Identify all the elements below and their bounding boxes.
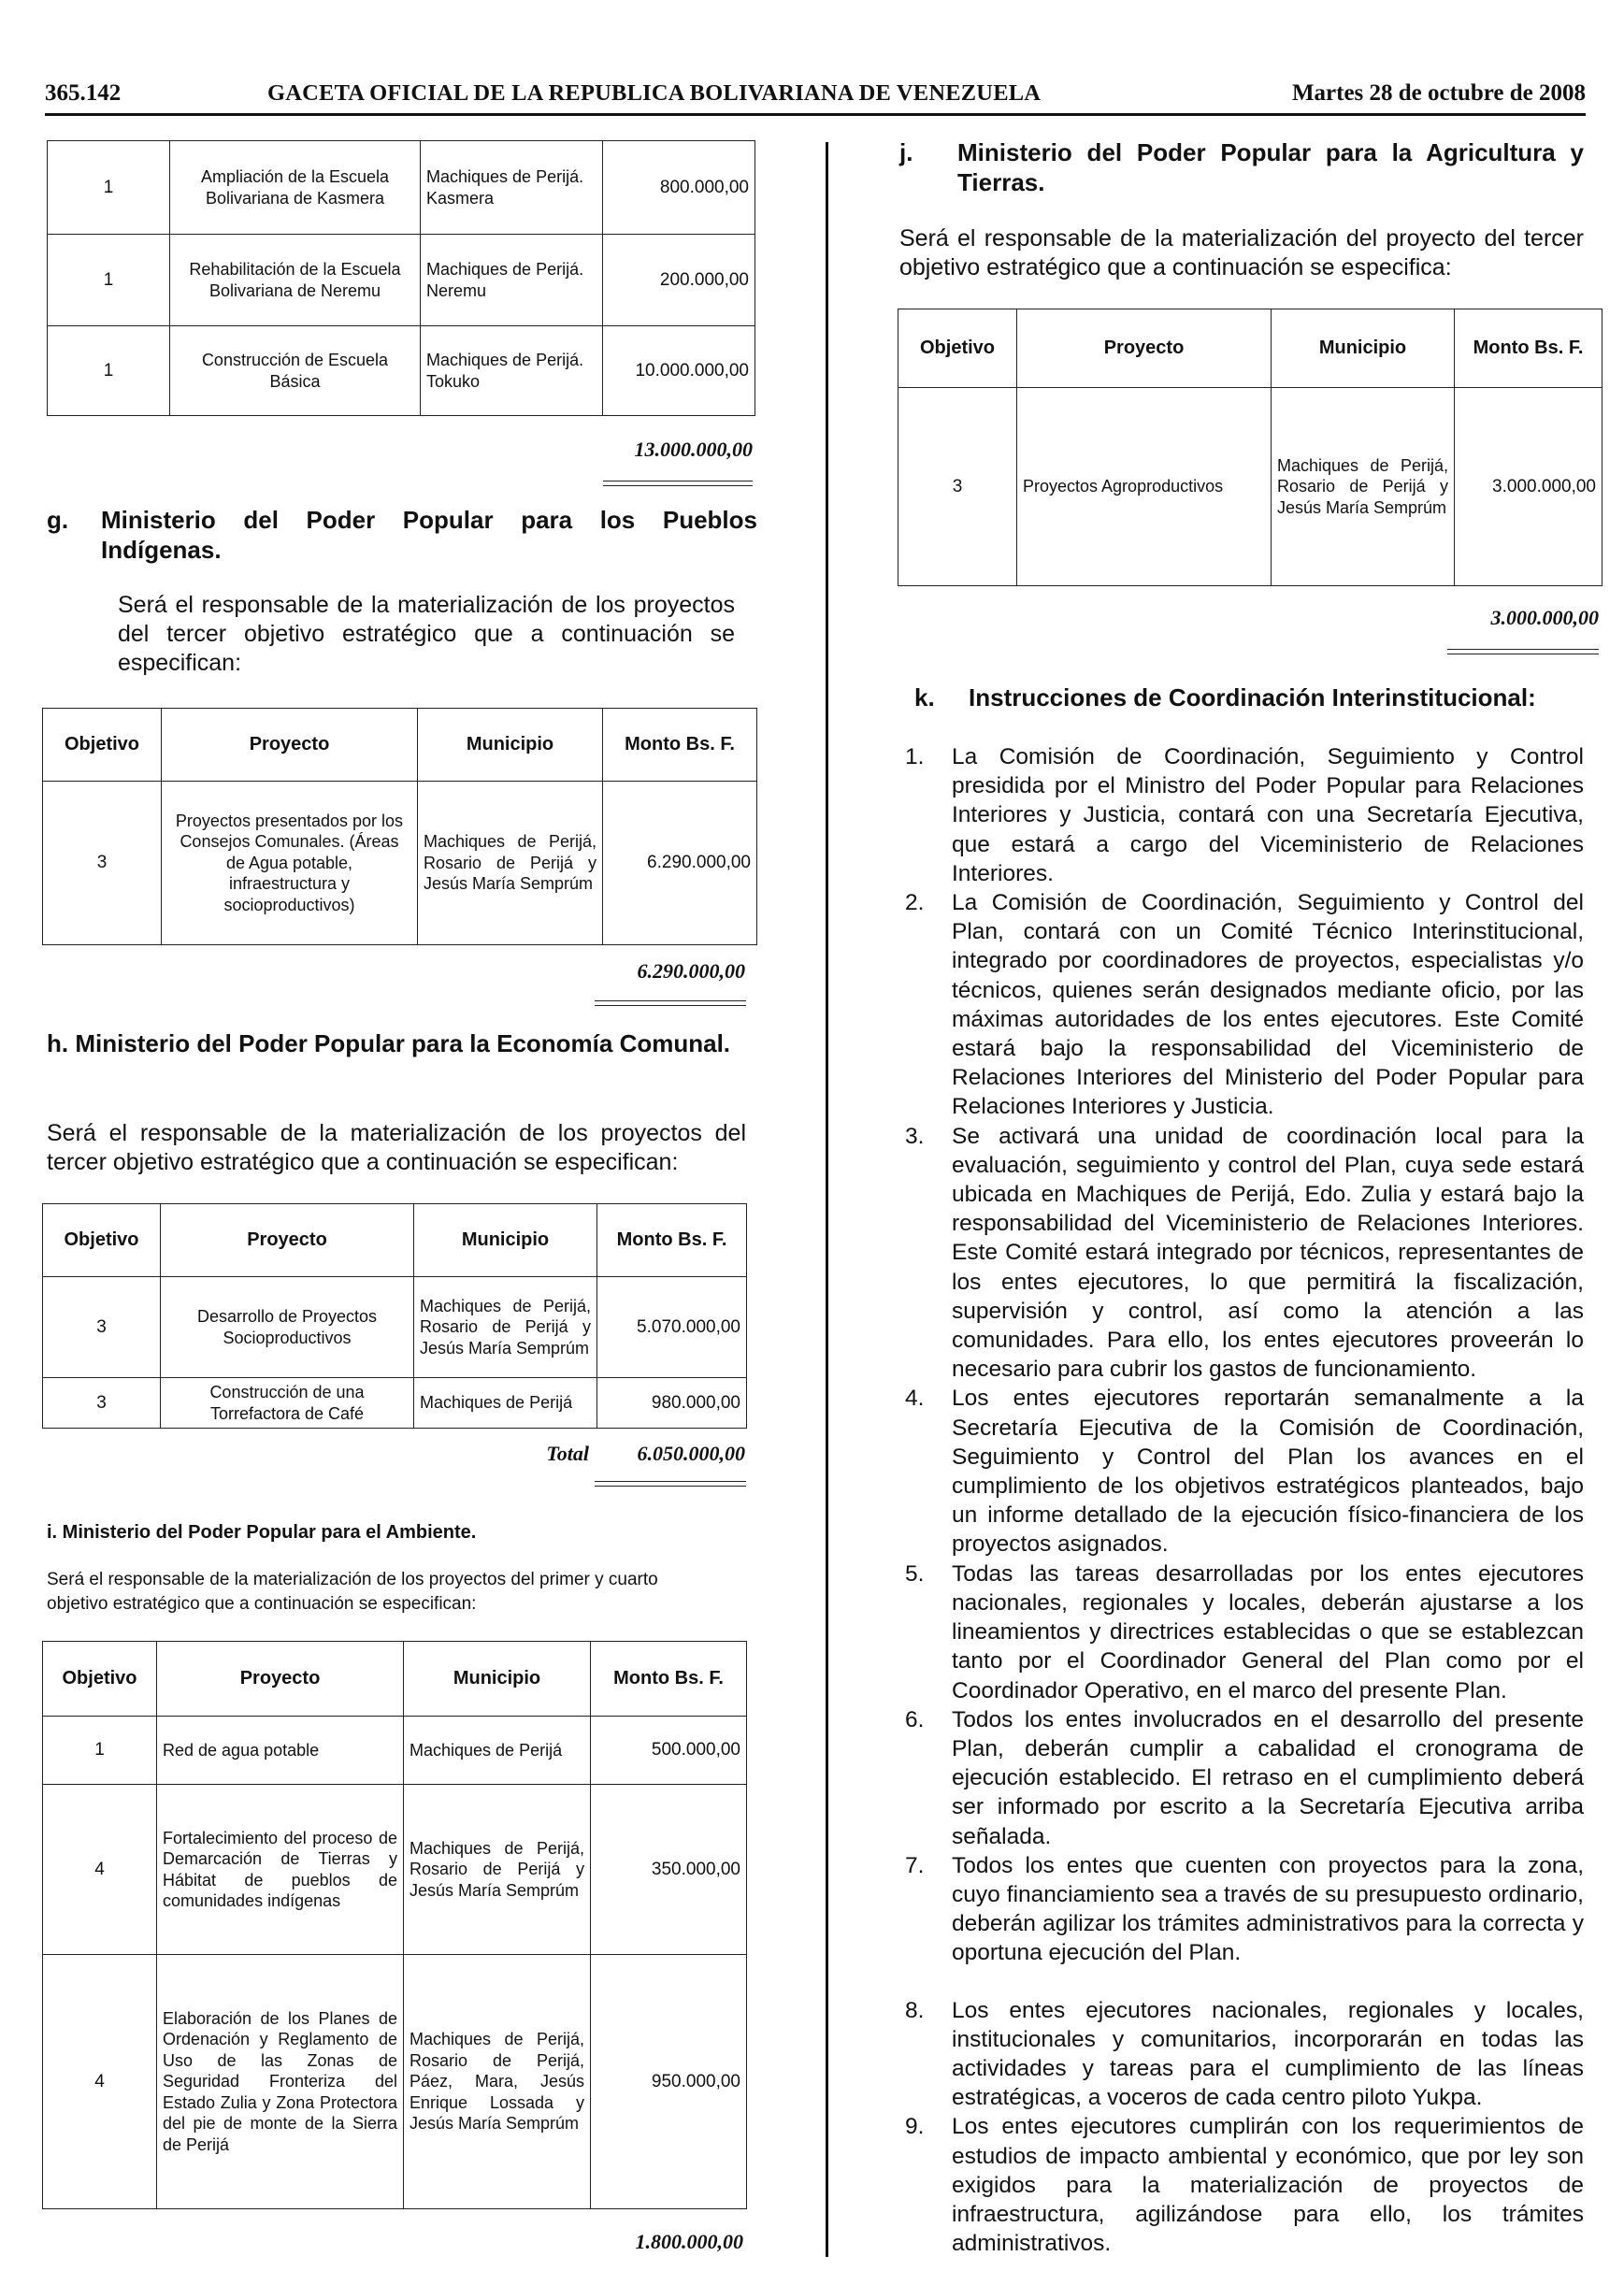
total-label: Total: [546, 1442, 589, 1465]
table-row: [898, 388, 1602, 586]
col-objetivo: Objetivo: [43, 1204, 161, 1277]
col-monto: Monto Bs. F.: [591, 1642, 747, 1717]
table-header: [43, 1642, 747, 1717]
list-item: [898, 1122, 1584, 1385]
col-monto: Monto Bs. F.: [603, 709, 757, 782]
cell-monto: 500.000,00: [591, 1717, 747, 1785]
col-proyecto: Proyecto: [157, 1642, 404, 1717]
table-row: [48, 326, 755, 416]
col-municipio: Municipio: [418, 709, 603, 782]
list-item: [898, 1384, 1584, 1559]
cell-monto: 800.000,00: [603, 141, 755, 235]
cell-monto: 950.000,00: [591, 1955, 747, 2209]
section-j-text: Será el responsable de la materialización del proyecto del tercer objetivo estratégico que a continuación se especifica:: [899, 225, 1584, 280]
section-g-label: g.: [47, 506, 69, 534]
publication-title: GACETA OFICIAL DE LA REPUBLICA BOLIVARIANA DE VENEZUELA: [267, 80, 1042, 106]
cell-proyecto: Ampliación de la Escuela Bolivariana de Kasmera: [170, 141, 421, 235]
table-row: [43, 1378, 747, 1429]
section-j-title: Ministerio del Poder Popular para la Agricultura y Tierras.: [957, 138, 1584, 196]
cell-objetivo: 3: [898, 388, 1017, 586]
item-text: Todos los entes involucrados en el desarrollo del presente Plan, deberán cumplir a cabalidad el cronograma de ejecución establecido. El retraso en el cumplimiento deberá ser informado por escrito a la Secretaría Ejecutiva arriba señalada.: [952, 1706, 1584, 1849]
item-text: Los entes ejecutores nacionales, regionales y locales, institucionales y comunitarios, incorporarán en todas las actividades y tareas para el cumplimiento de las líneas estratégicas, a voceros de cada centro piloto Yukpa.: [952, 1997, 1584, 2111]
list-item: [898, 1559, 1584, 1705]
cell-objetivo: 1: [48, 235, 170, 326]
col-objetivo: Objetivo: [898, 309, 1017, 388]
col-objetivo: Objetivo: [43, 1642, 157, 1717]
cell-proyecto: Construcción de Escuela Básica: [170, 326, 421, 416]
cell-monto: 980.000,00: [597, 1378, 747, 1429]
table-row: [48, 141, 755, 235]
section-h-text: Será el responsable de la materialización de los proyectos del tercer objetivo estratégico que a continuación se especifican:: [47, 1120, 746, 1175]
col-municipio: Municipio: [414, 1204, 597, 1277]
item-number: 5.: [905, 1560, 925, 1587]
section-k-heading: [914, 683, 1584, 712]
list-item: [898, 1851, 1584, 1968]
section-k-title: Instrucciones de Coordinación Interinstitucional:: [969, 683, 1536, 711]
col-proyecto: Proyecto: [1017, 309, 1272, 388]
section-j-label: j.: [899, 138, 913, 166]
cell-municipio: Machiques de Perijá, Rosario de Perijá y Jesús María Semprúm: [414, 1277, 597, 1378]
cell-proyecto: Elaboración de los Planes de Ordenación y Reglamento de Uso de las Zonas de Seguridad Fronteriza del Estado Zulia y Zona Protectora del pie de monte de la Sierra de Perijá: [157, 1955, 404, 2209]
list-item: [898, 1996, 1584, 2113]
item-number: 1.: [905, 744, 925, 769]
table-row: [43, 1277, 747, 1378]
col-objetivo: Objetivo: [43, 709, 162, 782]
total-agricultura: 3.000.000,00: [1490, 606, 1599, 629]
cell-monto: 3.000.000,00: [1455, 388, 1602, 586]
table-row: [43, 1955, 747, 2209]
cell-municipio: Machiques de Perijá: [404, 1717, 591, 1785]
table-row: [43, 1717, 747, 1785]
list-item: [898, 1705, 1584, 1851]
cell-proyecto: Desarrollo de Proyectos Socioproductivos: [161, 1277, 414, 1378]
list-item: [898, 2112, 1584, 2258]
cell-objetivo: 1: [48, 326, 170, 416]
cell-objetivo: 3: [43, 1378, 161, 1429]
item-number: 2.: [905, 890, 925, 916]
item-number: 8.: [905, 1997, 925, 2023]
cell-objetivo: 3: [43, 1277, 161, 1378]
total-underline: [603, 481, 753, 486]
col-monto: Monto Bs. F.: [1455, 309, 1602, 388]
section-j-heading: [899, 137, 1584, 197]
section-i-text: Será el responsable de la materialización de los proyectos del primer y cuarto objetivo estratégico que a continuación se especifican:: [47, 1570, 658, 1614]
section-g-heading: [47, 505, 757, 565]
col-monto: Monto Bs. F.: [597, 1204, 747, 1277]
item-number: 9.: [905, 2114, 925, 2140]
header-rule: [45, 113, 1586, 116]
item-text: Todos los entes que cuenten con proyectos para la zona, cuyo financiamiento sea a través de su presupuesto ordinario, deberán agilizar los trámites administrativos para la correcta y oportuna ejecución del Plan.: [952, 1852, 1584, 1966]
col-municipio: Municipio: [404, 1642, 591, 1717]
cell-monto: 10.000.000,00: [603, 326, 755, 416]
cell-monto: 350.000,00: [591, 1785, 747, 1955]
instructions-list: [898, 742, 1584, 2258]
page-number: 365.142: [45, 80, 122, 106]
cell-objetivo: 1: [48, 141, 170, 235]
cell-proyecto: Red de agua potable: [157, 1717, 404, 1785]
item-number: 7.: [905, 1852, 925, 1878]
table-economia-comunal: [42, 1203, 747, 1429]
item-text: La Comisión de Coordinación, Seguimiento y Control presidida por el Ministro del Poder Popular para Relaciones Interiores y Justicia, contará con una Secretaría Ejecutiva, que estará a cargo del Viceministerio de Relaciones Interiores.: [952, 744, 1584, 886]
cell-objetivo: 3: [43, 782, 162, 945]
cell-municipio: Machiques de Perijá: [414, 1378, 597, 1429]
publication-date: Martes 28 de octubre de 2008: [1291, 80, 1586, 106]
section-g-text: Será el responsable de la materialización de los proyectos del tercer objetivo estratégico que a continuación se especifican:: [118, 592, 735, 676]
item-text: Los entes ejecutores cumplirán con los requerimientos de estudios de impacto ambiental y económico, que por ley son exigidos para la materialización de proyectos de infraestructura, agilizándose para ello, los trámites administrativos.: [952, 2114, 1584, 2257]
cell-proyecto: Rehabilitación de la Escuela Bolivariana de Neremu: [170, 235, 421, 326]
cell-monto: 5.070.000,00: [597, 1277, 747, 1378]
col-proyecto: Proyecto: [162, 709, 418, 782]
item-number: 3.: [905, 1123, 925, 1149]
total-escuelas: 13.000.000,00: [634, 438, 753, 461]
total-ambiente: 1.800.000,00: [635, 2230, 743, 2253]
table-header: [898, 309, 1602, 388]
total-underline: [1447, 649, 1599, 654]
section-h-heading: h. Ministerio del Poder Popular para la Economía Comunal.: [47, 1029, 731, 1057]
list-item: [898, 888, 1584, 1122]
total-underline: [595, 1481, 746, 1487]
section-k-label: k.: [914, 683, 935, 711]
cell-objetivo: 1: [43, 1717, 157, 1785]
item-text: Los entes ejecutores reportarán semanalmente a la Secretaría Ejecutiva de la Comisión de Coordinación, Seguimiento y Control del Plan los avances en el cumplimiento de los objetivos estratégicos planteados, bajo un informe detallado de la ejecución físico-financiera de los proyectos asignados.: [952, 1386, 1584, 1558]
item-number: 4.: [905, 1386, 925, 1412]
cell-municipio: Machiques de Perijá, Rosario de Perijá, Páez, Mara, Jesús Enrique Lossada y Jesús María Semprúm: [404, 1955, 591, 2209]
list-item: [898, 742, 1584, 888]
table-header: [43, 1204, 747, 1277]
cell-municipio: Machiques de Perijá, Rosario de Perijá y Jesús María Semprúm: [1272, 388, 1455, 586]
item-number: 6.: [905, 1706, 925, 1732]
col-municipio: Municipio: [1272, 309, 1455, 388]
table-agricultura: [898, 309, 1602, 586]
total-pueblos-indigenas: 6.290.000,00: [637, 959, 745, 983]
column-divider: [826, 142, 828, 2257]
table-header: [43, 709, 757, 782]
cell-municipio: Machiques de Perijá. Tokuko: [421, 326, 603, 416]
cell-proyecto: Construcción de una Torrefactora de Café: [161, 1378, 414, 1429]
page-header: [45, 80, 1586, 112]
table-escuelas: [47, 140, 755, 416]
cell-proyecto: Proyectos presentados por los Consejos Comunales. (Áreas de Agua potable, infraestructura y socioproductivos): [162, 782, 418, 945]
cell-objetivo: 4: [43, 1955, 157, 2209]
cell-municipio: Machiques de Perijá. Kasmera: [421, 141, 603, 235]
table-row: [48, 235, 755, 326]
section-i-heading: i. Ministerio del Poder Popular para el Ambiente.: [47, 1522, 477, 1543]
cell-municipio: Machiques de Perijá, Rosario de Perijá y Jesús María Semprúm: [418, 782, 603, 945]
col-proyecto: Proyecto: [161, 1204, 414, 1277]
item-text: La Comisión de Coordinación, Seguimiento y Control del Plan, contará con un Comité Técnico Interinstitucional, integrado por coordinadores de proyectos, especialistas y/o técnicos, quienes serán designados mediante oficio, por las máximas autoridades de los entes ejecutores. Este Comité estará bajo la responsabilidad del Viceministerio de Relaciones Interiores del Ministerio del Poder Popular para Relaciones Interiores y Justicia.: [952, 890, 1584, 1120]
cell-monto: 200.000,00: [603, 235, 755, 326]
cell-proyecto: Proyectos Agroproductivos: [1017, 388, 1272, 586]
table-row: [43, 1785, 747, 1955]
total-underline: [595, 1000, 746, 1006]
total-economia-comunal: 6.050.000,00: [637, 1442, 745, 1465]
cell-monto: 6.290.000,00: [603, 782, 757, 945]
cell-municipio: Machiques de Perijá. Neremu: [421, 235, 603, 326]
table-ambiente: [42, 1641, 747, 2209]
cell-municipio: Machiques de Perijá, Rosario de Perijá y Jesús María Semprúm: [404, 1785, 591, 1955]
section-g-title: Ministerio del Poder Popular para los Pueblos Indígenas.: [101, 506, 757, 564]
table-pueblos-indigenas: [42, 708, 757, 945]
table-row: [43, 782, 757, 945]
cell-proyecto: Fortalecimiento del proceso de Demarcación de Tierras y Hábitat de pueblos de comunidades indígenas: [157, 1785, 404, 1955]
item-text: Se activará una unidad de coordinación local para la evaluación, seguimiento y control del Plan, cuya sede estará ubicada en Machiques de Perijá, Edo. Zulia y estará bajo la responsabilidad del Viceministerio de Relaciones Interiores. Este Comité estará integrado por técnicos, representantes de los entes ejecutores, lo que permitirá la fiscalización, supervisión y control, así como la atención a las comunidades. Para ello, los entes ejecutores proveerán lo necesario para cubrir los gastos de funcionamiento.: [952, 1123, 1584, 1383]
cell-objetivo: 4: [43, 1785, 157, 1955]
item-text: Todas las tareas desarrolladas por los entes ejecutores nacionales, regionales y locales, deberán ajustarse a los lineamientos y directrices establecidas o que se establezcan tanto por el Coordinador General del Plan como por el Coordinador Operativo, en el marco del presente Plan.: [952, 1560, 1584, 1703]
